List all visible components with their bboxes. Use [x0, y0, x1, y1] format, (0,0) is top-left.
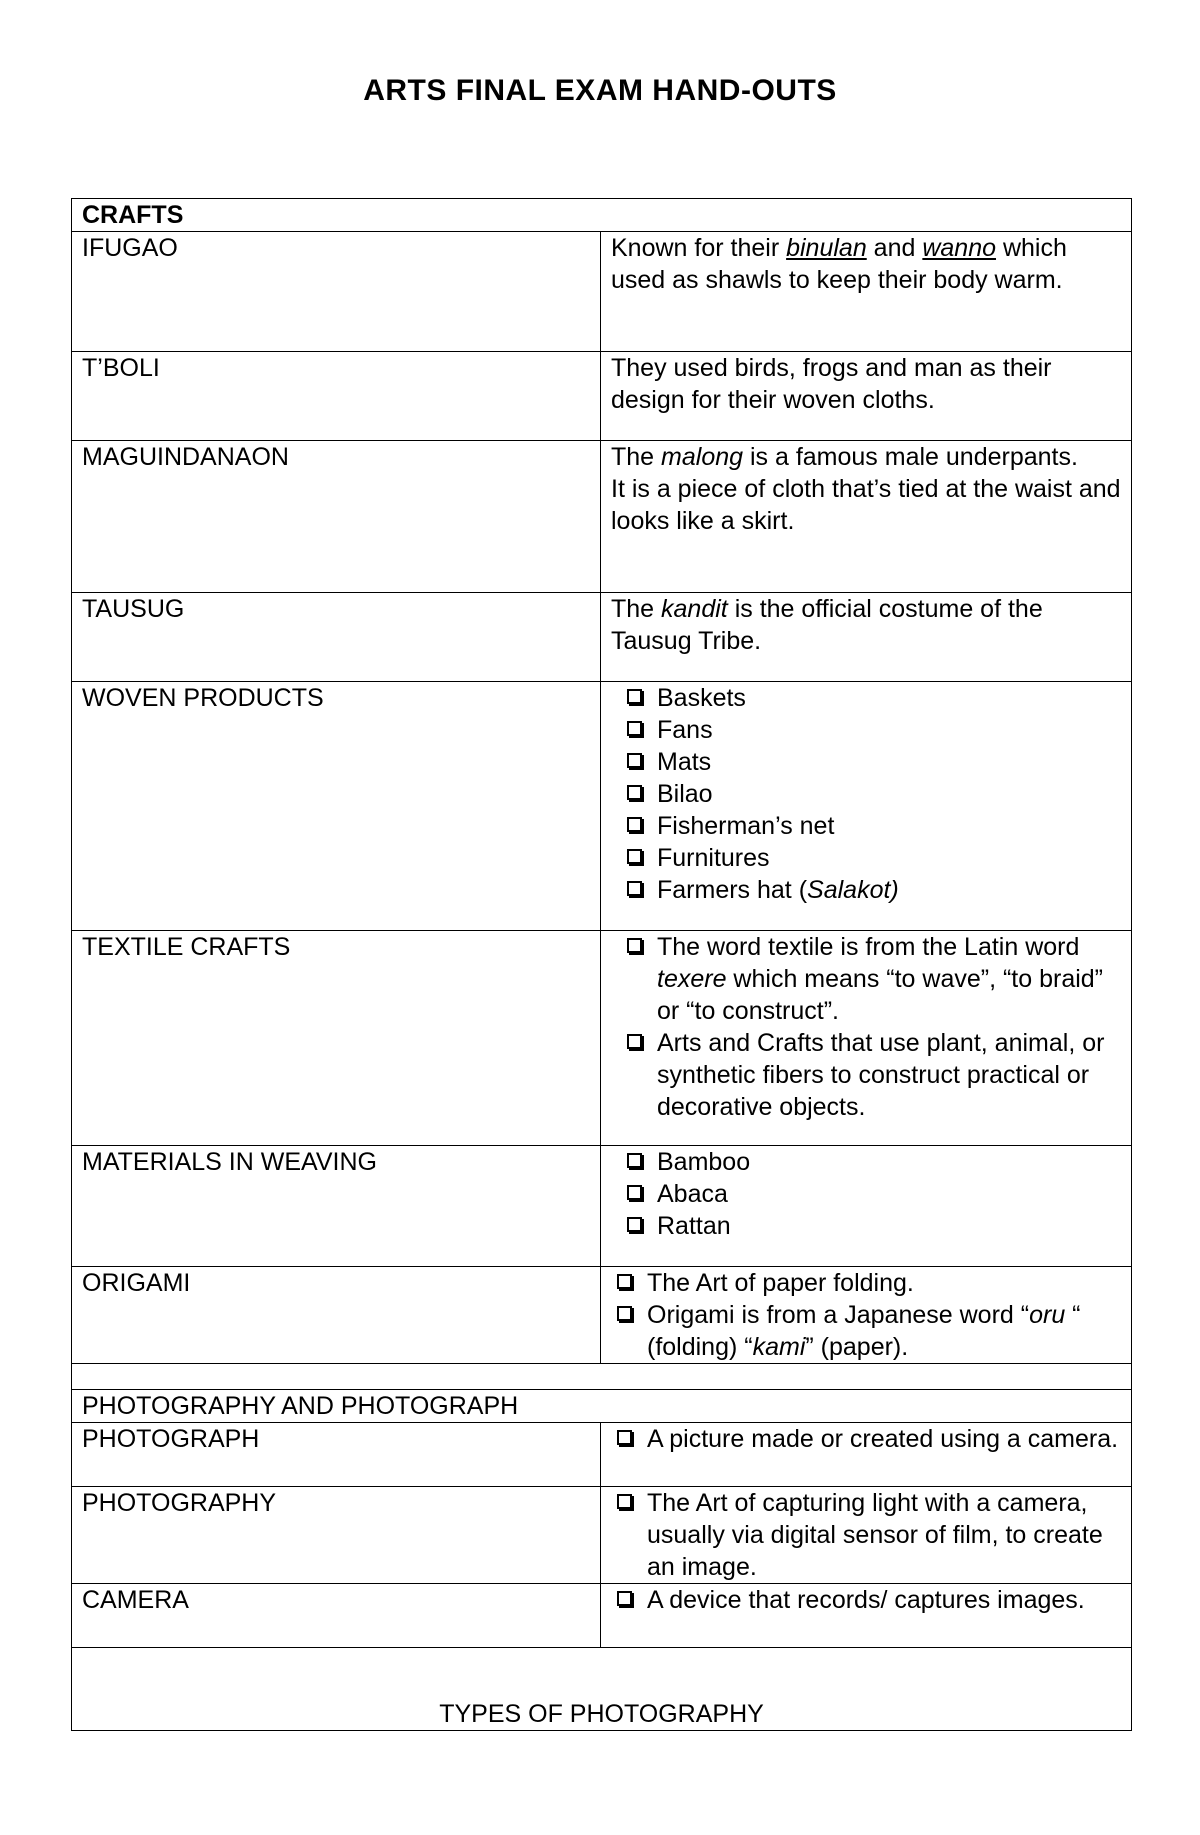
list-item-text: The Art of capturing light with a camera, usually via digital sensor of film, to create an image.	[647, 1489, 1103, 1581]
table-row	[72, 682, 1132, 931]
row-desc-origami	[601, 1267, 1132, 1364]
table-row	[72, 1146, 1132, 1267]
types-of-photography-heading: TYPES OF PHOTOGRAPHY	[439, 1700, 764, 1728]
text-fragment: The	[611, 595, 662, 623]
types-cell	[72, 1648, 1132, 1731]
checkbox-bullet-icon	[627, 753, 642, 768]
list-item-text: Fans	[657, 716, 713, 744]
page-title: ARTS FINAL EXAM HAND-OUTS	[363, 74, 837, 107]
checkbox-bullet-icon	[627, 1153, 642, 1168]
row-label-ifugao: IFUGAO	[72, 232, 601, 352]
list-item	[621, 1210, 1121, 1242]
list-item	[621, 682, 1121, 714]
text-fragment: The word textile is from the Latin word	[657, 933, 1080, 961]
row-desc-textile-crafts	[601, 931, 1132, 1146]
crafts-heading: CRAFTS	[72, 199, 1132, 232]
list-item	[621, 1146, 1121, 1178]
list-item	[621, 778, 1121, 810]
checkbox-bullet-icon	[627, 1034, 642, 1049]
list-item-text: Mats	[657, 748, 712, 776]
types-row	[72, 1648, 1132, 1731]
checkbox-bullet-icon	[627, 1185, 642, 1200]
photography-heading-row	[72, 1390, 1132, 1423]
row-label-maguindanaon: MAGUINDANAON	[72, 441, 601, 593]
list-item	[621, 842, 1121, 874]
list-item	[611, 1487, 1121, 1583]
spacer-cell	[72, 1364, 1132, 1390]
table-row	[72, 352, 1132, 441]
row-label-textile-crafts: TEXTILE CRAFTS	[72, 931, 601, 1146]
row-desc-maguindanaon	[601, 441, 1132, 593]
table-row	[72, 232, 1132, 352]
list-item	[621, 714, 1121, 746]
list-item	[621, 810, 1121, 842]
checkbox-bullet-icon	[627, 689, 642, 704]
row-desc-materials-in-weaving	[601, 1146, 1132, 1267]
text-fragment: The	[611, 443, 662, 471]
term-malong: malong	[661, 443, 744, 471]
term-wanno: wanno	[922, 234, 997, 262]
checkbox-bullet-icon	[617, 1306, 632, 1321]
term-texere: texere	[657, 965, 727, 993]
materials-list	[611, 1146, 1121, 1242]
term-salakot: Salakot)	[807, 876, 899, 904]
checkbox-bullet-icon	[627, 817, 642, 832]
list-item-text: Bamboo	[657, 1148, 751, 1176]
camera-list	[611, 1584, 1121, 1616]
checkbox-bullet-icon	[627, 785, 642, 800]
list-item-text: Fisherman’s net	[657, 812, 835, 840]
row-label-materials-in-weaving: MATERIALS IN WEAVING	[72, 1146, 601, 1267]
textile-crafts-list	[611, 931, 1121, 1123]
text-fragment: Known for their	[611, 234, 787, 262]
list-item-text: Baskets	[657, 684, 746, 712]
checkbox-bullet-icon	[617, 1494, 632, 1509]
list-item	[611, 1299, 1121, 1363]
text-fragment: “ (folding) “	[647, 1301, 1081, 1361]
table-row	[72, 1267, 1132, 1364]
list-item	[611, 1267, 1121, 1299]
text-fragment: which used as shawls to keep their body warm.	[611, 234, 1067, 294]
table-row	[72, 1584, 1132, 1648]
list-item-text: Farmers hat (	[657, 876, 808, 904]
row-label-tboli: T’BOLI	[72, 352, 601, 441]
woven-products-list	[611, 682, 1121, 906]
checkbox-bullet-icon	[627, 721, 642, 736]
term-kandit: kandit	[661, 595, 728, 623]
list-item	[621, 1178, 1121, 1210]
crafts-heading-row	[72, 199, 1132, 232]
row-label-camera: CAMERA	[72, 1584, 601, 1648]
photography-list	[611, 1487, 1121, 1583]
list-item	[611, 1584, 1121, 1616]
spacer-row	[72, 1364, 1132, 1390]
origami-list	[611, 1267, 1121, 1363]
table-row	[72, 931, 1132, 1146]
text-fragment: Origami is from a Japanese word “	[647, 1301, 1030, 1329]
list-item	[621, 746, 1121, 778]
row-label-woven-products: WOVEN PRODUCTS	[72, 682, 601, 931]
table-row	[72, 1487, 1132, 1584]
checkbox-bullet-icon	[627, 849, 642, 864]
checkbox-bullet-icon	[617, 1274, 632, 1289]
text-fragment: is a famous male underpants.	[743, 443, 1078, 471]
list-item-text: A picture made or created using a camera.	[647, 1425, 1119, 1453]
checkbox-bullet-icon	[627, 938, 642, 953]
list-item	[621, 1027, 1121, 1123]
row-label-tausug: TAUSUG	[72, 593, 601, 682]
list-item	[621, 874, 1121, 906]
list-item-text: Arts and Crafts that use plant, animal, or synthetic fibers to construct practical or decorative objects.	[657, 1029, 1105, 1121]
text-fragment: is the official costume of the Tausug Tribe.	[611, 595, 1043, 655]
row-desc-tausug	[601, 593, 1132, 682]
row-label-origami: ORIGAMI	[72, 1267, 601, 1364]
list-item	[621, 931, 1121, 1027]
text-fragment: It is a piece of cloth that’s tied at the waist and looks like a skirt.	[611, 475, 1121, 535]
table-row	[72, 593, 1132, 682]
photograph-list	[611, 1423, 1121, 1455]
list-item	[611, 1423, 1121, 1455]
handout-table	[71, 198, 1132, 1731]
row-desc-camera	[601, 1584, 1132, 1648]
text-fragment: which means “to wave”, “to braid” or “to construct”.	[657, 965, 1104, 1025]
list-item-text: Furnitures	[657, 844, 770, 872]
list-item-text: Abaca	[657, 1180, 728, 1208]
checkbox-bullet-icon	[617, 1430, 632, 1445]
list-item-text: Rattan	[657, 1212, 731, 1240]
row-desc-ifugao	[601, 232, 1132, 352]
list-item-text: The Art of paper folding.	[647, 1269, 914, 1297]
table-row	[72, 441, 1132, 593]
row-label-photograph: PHOTOGRAPH	[72, 1423, 601, 1487]
text-fragment: and	[866, 234, 923, 262]
list-item-text: Bilao	[657, 780, 713, 808]
list-item-text: A device that records/ captures images.	[647, 1586, 1085, 1614]
row-desc-photography	[601, 1487, 1132, 1584]
term-kami: kami	[752, 1333, 806, 1361]
checkbox-bullet-icon	[627, 1217, 642, 1232]
term-binulan: binulan	[786, 234, 867, 262]
table-row	[72, 1423, 1132, 1487]
term-oru: oru	[1029, 1301, 1066, 1329]
row-label-photography: PHOTOGRAPHY	[72, 1487, 601, 1584]
row-desc-woven-products	[601, 682, 1132, 931]
checkbox-bullet-icon	[617, 1591, 632, 1606]
checkbox-bullet-icon	[627, 881, 642, 896]
row-desc-tboli: They used birds, frogs and man as their design for their woven cloths.	[601, 352, 1132, 441]
row-desc-photograph	[601, 1423, 1132, 1487]
photography-heading: PHOTOGRAPHY AND PHOTOGRAPH	[72, 1390, 1132, 1423]
text-fragment: ” (paper).	[805, 1333, 909, 1361]
